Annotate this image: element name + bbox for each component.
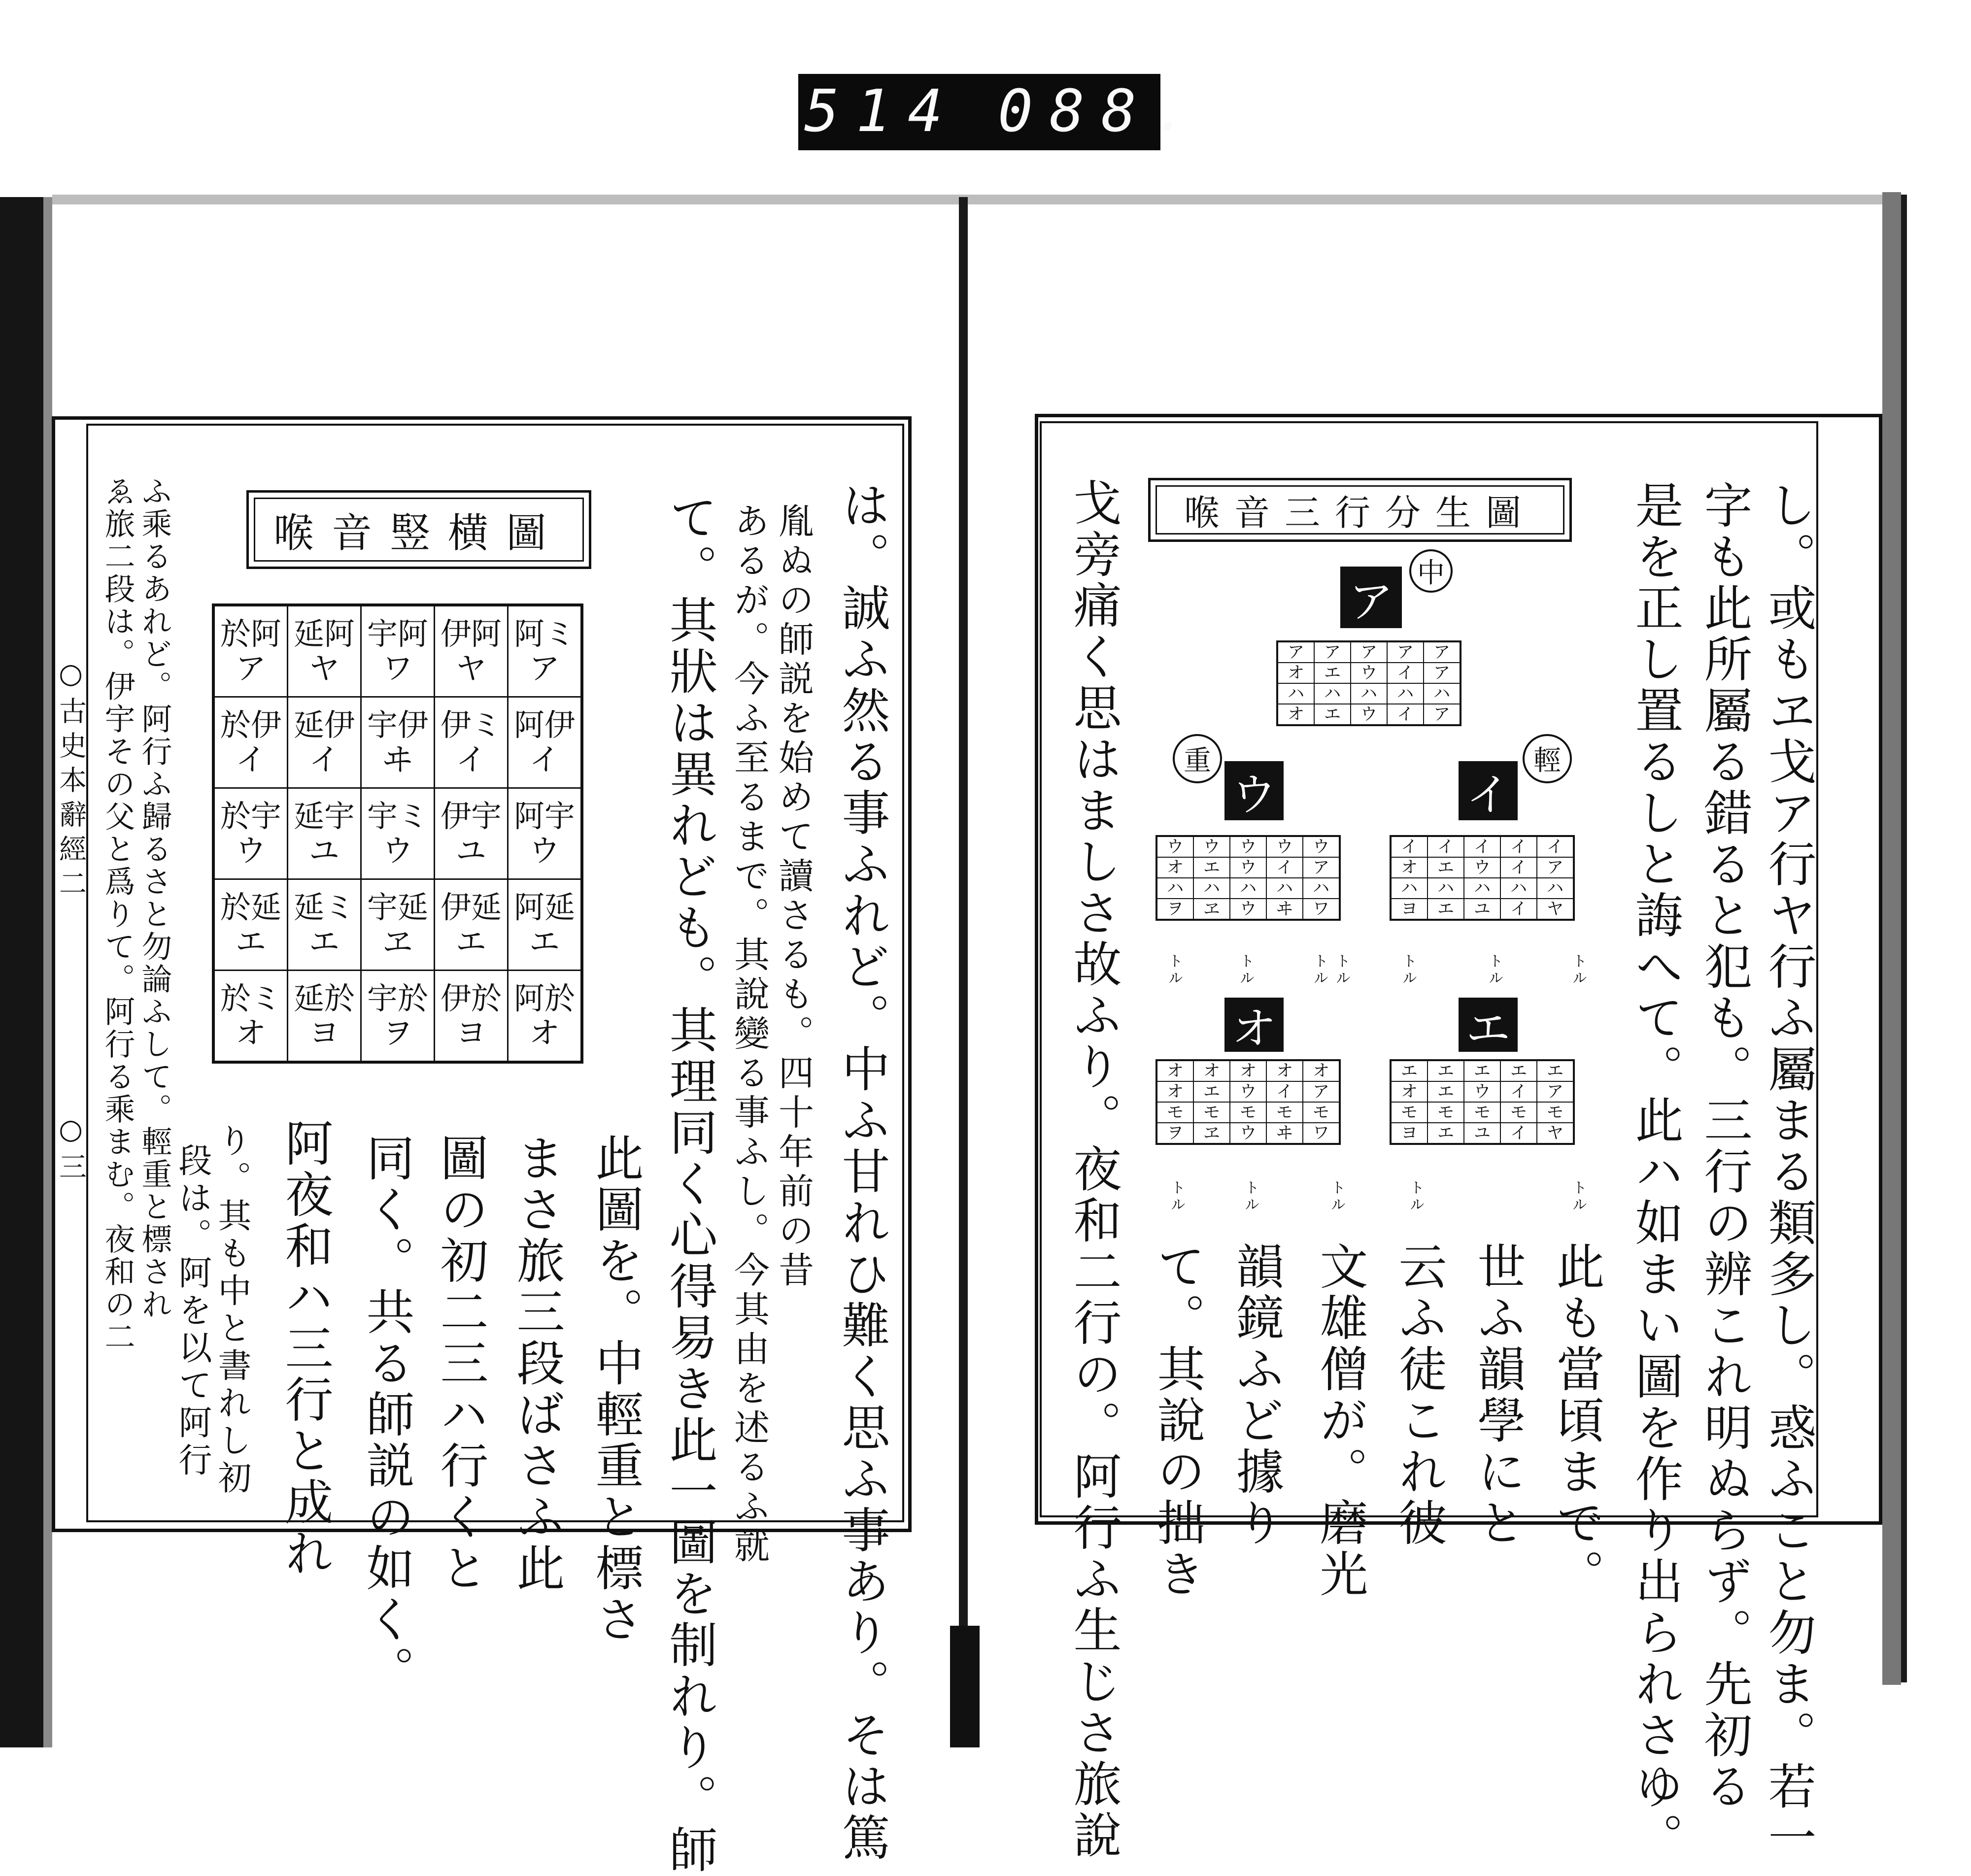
grid-cell: 阿於オ (508, 971, 582, 1063)
kana-table-o (1155, 1059, 1341, 1145)
table-title: 喉音竪横圖 (254, 498, 584, 562)
kana-cell: ヱ (1193, 899, 1230, 920)
left-lower-col-3: 圖の初二三ハ行くと (432, 1133, 488, 1594)
right-text-col-3: 是を正し置るしと誨へて。此ハ如まい圖を作り出られさゆ。 (1627, 480, 1683, 1864)
grid-cell: 延ミエ (288, 879, 361, 971)
grid-cell: 於宇ウ (213, 788, 288, 879)
kana-cell: ウ (1464, 1081, 1500, 1102)
left-outer-col-2: ゑ旅二段は。伊宇その父と爲りて。阿行る乘まむ。夜和の二 (100, 475, 136, 1353)
kana-cell: エ (1314, 704, 1351, 725)
kana-cell: ヨ (1391, 1123, 1427, 1144)
grid-cell: 延於ヨ (288, 971, 361, 1063)
table-title-box (246, 490, 591, 569)
kana-cell: エ (1314, 663, 1351, 683)
tor-mark: トル (1165, 953, 1183, 987)
left-lower-col-5: 阿夜和ハ三行と成れ (277, 1118, 333, 1579)
kana-cell: ヰ (1266, 899, 1303, 920)
label-heavy-circle: 重 (1173, 734, 1222, 783)
kana-cell: エ (1427, 1060, 1464, 1081)
tor-mark: トル (1237, 953, 1254, 987)
book-spine-right (1901, 195, 1907, 1682)
kana-cell: ハ (1303, 878, 1340, 899)
grid-cell: 宇延ヱ (361, 879, 435, 971)
vowel-grid-table (212, 603, 583, 1064)
tor-mark: トル (1168, 1180, 1185, 1213)
kana-cell: イ (1387, 704, 1424, 725)
kana-cell: イ (1500, 836, 1537, 857)
grid-cell: 伊阿ヤ (435, 605, 508, 697)
right-lower-col-5: 韻鏡ふど據り (1228, 1241, 1284, 1549)
kana-cell: ウ (1193, 836, 1230, 857)
tor-mark: トル (1407, 1180, 1424, 1213)
chart-title: 喉音三行分生圖 (1155, 485, 1564, 535)
kana-cell: イ (1500, 857, 1537, 878)
head-badge-a: ア (1340, 567, 1402, 628)
grid-cell: 宇伊ヰ (361, 697, 435, 788)
kana-cell: ウ (1230, 1081, 1266, 1102)
kana-cell: ウ (1266, 836, 1303, 857)
grid-cell: 阿宇ウ (508, 788, 582, 879)
kana-cell: ハ (1427, 878, 1464, 899)
kana-cell: ハ (1277, 683, 1314, 704)
left-lower-col-1: 此圖を。中輕重と標さ (587, 1133, 644, 1645)
tor-mark: トル (1311, 953, 1328, 987)
kana-cell: ハ (1387, 683, 1424, 704)
head-badge-u: ウ (1224, 761, 1284, 820)
kana-table-heavy (1155, 835, 1341, 921)
kana-cell: ハ (1424, 683, 1461, 704)
kana-cell: モ (1266, 1102, 1303, 1123)
kana-cell: ハ (1230, 878, 1266, 899)
grid-cell: 伊於ヨ (435, 971, 508, 1063)
kana-cell: ヲ (1156, 899, 1193, 920)
grid-cell: 於阿ア (213, 605, 288, 697)
kana-cell: イ (1500, 899, 1537, 920)
kana-cell: ハ (1351, 683, 1387, 704)
left-lower-col-6: り。其も中と書れし初 (212, 1123, 251, 1498)
book-spine-left (0, 197, 43, 1747)
kana-cell: エ (1464, 1060, 1500, 1081)
right-lower-col-6: て。其說の拙き (1149, 1241, 1205, 1600)
right-text-col-left: 戈旁痛く思はましさ故ふり。夜和二行の。阿行ふ生じさ旅說 (1065, 478, 1121, 1861)
kana-cell: ウ (1230, 857, 1266, 878)
kana-cell: ウ (1230, 836, 1266, 857)
kana-cell: オ (1277, 663, 1314, 683)
kana-cell: ワ (1303, 899, 1340, 920)
kana-cell: モ (1500, 1102, 1537, 1123)
gutter-binding-tab (950, 1626, 980, 1747)
running-head: ○古史本辭經二 (55, 658, 87, 904)
kana-cell: モ (1193, 1102, 1230, 1123)
head-badge-e: エ (1459, 998, 1518, 1052)
head-badge-o: オ (1224, 998, 1284, 1052)
tor-mark: トル (1569, 953, 1587, 987)
kana-cell: オ (1230, 1060, 1266, 1081)
kana-cell: モ (1303, 1102, 1340, 1123)
right-lower-col-3: 云ふ徒これ彼 (1391, 1241, 1447, 1549)
label-center-circle: 中 (1409, 549, 1453, 593)
right-text-col-1: し。或もヱ戈ア行ヤ行ふ屬まる類多し。惑ふこと勿ま。若一 (1760, 480, 1816, 1864)
kana-cell: ハ (1500, 878, 1537, 899)
kana-cell: ヰ (1266, 1123, 1303, 1144)
grid-cell: 宇阿ワ (361, 605, 435, 697)
grid-cell: 阿延エ (508, 879, 582, 971)
grid-cell: 於伊イ (213, 697, 288, 788)
kana-table-light (1390, 835, 1575, 921)
kana-cell: ウ (1464, 857, 1500, 878)
kana-cell: エ (1427, 899, 1464, 920)
kana-cell: ア (1537, 1081, 1574, 1102)
kana-cell: ア (1351, 641, 1387, 663)
kana-cell: ユ (1464, 1123, 1500, 1144)
kana-cell: イ (1500, 1123, 1537, 1144)
kana-cell: ア (1424, 641, 1461, 663)
kana-cell: エ (1193, 857, 1230, 878)
book-gutter (959, 197, 968, 1670)
kana-cell: ウ (1156, 836, 1193, 857)
kana-cell: モ (1464, 1102, 1500, 1123)
kana-cell: エ (1537, 1060, 1574, 1081)
head-badge-i: イ (1459, 761, 1518, 820)
kana-cell: ハ (1464, 878, 1500, 899)
kana-cell: ハ (1537, 878, 1574, 899)
kana-cell: ア (1387, 641, 1424, 663)
kana-cell: ハ (1156, 878, 1193, 899)
grid-cell: 宇於ヲ (361, 971, 435, 1063)
kana-cell: ウ (1303, 836, 1340, 857)
kana-cell: モ (1230, 1102, 1266, 1123)
kana-cell: オ (1156, 1081, 1193, 1102)
kana-cell: イ (1266, 857, 1303, 878)
grid-cell: 延宇ユ (288, 788, 361, 879)
kana-cell: ウ (1351, 704, 1387, 725)
kana-cell: ヲ (1156, 1123, 1193, 1144)
label-light-circle: 輕 (1523, 734, 1572, 783)
grid-cell: 伊延エ (435, 879, 508, 971)
kana-cell: イ (1464, 836, 1500, 857)
kana-cell: ハ (1266, 878, 1303, 899)
grid-cell: 伊宇ユ (435, 788, 508, 879)
kana-cell: エ (1427, 1123, 1464, 1144)
tor-mark: トル (1399, 953, 1417, 987)
kana-cell: ヱ (1193, 1123, 1230, 1144)
tor-mark: トル (1328, 1180, 1345, 1213)
kana-cell: オ (1156, 857, 1193, 878)
tor-mark: トル (1486, 953, 1503, 987)
kana-cell: ア (1277, 641, 1314, 663)
left-text-col-4: て。其狀は異れども。其理同く心得易き此一圖を制れり。師 (661, 493, 717, 1876)
grid-cell: 於延エ (213, 879, 288, 971)
left-margin-rule (86, 424, 88, 1522)
grid-cell: 宇ミウ (361, 788, 435, 879)
kana-cell: イ (1537, 836, 1574, 857)
frame-counter-label (798, 74, 1205, 150)
kana-cell: ア (1314, 641, 1351, 663)
kana-cell: ハ (1193, 878, 1230, 899)
right-lower-col-4: 文雄僧が。磨光 (1312, 1241, 1368, 1600)
page-stack-right (1882, 192, 1901, 1685)
left-text-col-2: 胤ぬの師説を始めて讀さるも。四十年前の昔 (773, 502, 814, 1291)
kana-cell: ヤ (1537, 899, 1574, 920)
kana-cell: オ (1277, 704, 1314, 725)
kana-cell: ヤ (1537, 1123, 1574, 1144)
grid-cell: 阿ミア (508, 605, 582, 697)
kana-cell: ワ (1303, 1123, 1340, 1144)
kana-cell: イ (1500, 1081, 1537, 1102)
kana-cell: モ (1156, 1102, 1193, 1123)
kana-cell: オ (1391, 1081, 1427, 1102)
kana-cell: エ (1391, 1060, 1427, 1081)
grid-cell: 阿伊イ (508, 697, 582, 788)
kana-cell: エ (1500, 1060, 1537, 1081)
kana-cell: イ (1266, 1081, 1303, 1102)
page-stack-left (43, 197, 52, 1747)
kana-cell: ア (1303, 857, 1340, 878)
kana-cell: オ (1156, 1060, 1193, 1081)
kana-cell: イ (1391, 836, 1427, 857)
kana-cell: オ (1303, 1060, 1340, 1081)
kana-cell: モ (1427, 1102, 1464, 1123)
grid-cell: 延伊イ (288, 697, 361, 788)
right-lower-col-1: 此も當頃まで。 (1548, 1241, 1604, 1600)
kana-cell: ア (1424, 663, 1461, 683)
kana-cell: ハ (1314, 683, 1351, 704)
kana-table-e (1390, 1059, 1575, 1145)
grid-cell: 伊ミイ (435, 697, 508, 788)
kana-cell: ア (1537, 857, 1574, 878)
kana-cell: エ (1427, 1081, 1464, 1102)
counter-left: 514 (804, 77, 960, 145)
tor-mark: トル (1333, 953, 1350, 987)
left-lower-col-4: 同く。共る師説の如く。 (358, 1133, 414, 1697)
kana-cell: オ (1193, 1060, 1230, 1081)
left-text-col-1: は。誠ふ然る事ふれど。中ふ甘れひ難く思ふ事あり。そは篤 (834, 480, 890, 1864)
left-lower-col-7: 段は。阿を以て阿行 (173, 1143, 212, 1480)
grid-cell: 延阿ヤ (288, 605, 361, 697)
kana-cell: ハ (1391, 878, 1427, 899)
kana-cell: オ (1266, 1060, 1303, 1081)
kana-cell: エ (1427, 857, 1464, 878)
kana-cell: モ (1537, 1102, 1574, 1123)
left-text-col-3: あるが。今ふ至るまで。其說變る事ふし。今其由を述るふ就 (728, 502, 770, 1567)
page-number: ○三 (55, 1113, 87, 1187)
kana-cell: ア (1424, 704, 1461, 725)
kana-cell: ア (1303, 1081, 1340, 1102)
kana-cell: イ (1427, 836, 1464, 857)
tor-mark: トル (1569, 1180, 1587, 1213)
counter-right: 088. (998, 77, 1205, 145)
kana-cell: イ (1387, 663, 1424, 683)
grid-cell: 於ミオ (213, 971, 288, 1063)
tor-mark: トル (1242, 1180, 1259, 1213)
kana-table-center (1276, 640, 1461, 726)
right-text-col-2: 字も此所屬る錯ると犯も。三行の辨これ明ぬらず。先初る (1696, 480, 1752, 1812)
kana-cell: モ (1391, 1102, 1427, 1123)
kana-cell: ウ (1230, 899, 1266, 920)
chart-title-box (1148, 478, 1572, 542)
kana-cell: オ (1391, 857, 1427, 878)
left-lower-col-2: まさ旅三段ばさふ此 (509, 1133, 565, 1594)
left-outer-col-1: ふ乘るあれど。阿行ふ歸るさと勿論ふして。輕重と標され (136, 475, 172, 1321)
kana-cell: ヨ (1391, 899, 1427, 920)
right-lower-col-2: 世ふ韻學にと (1469, 1241, 1526, 1549)
kana-cell: ユ (1464, 899, 1500, 920)
kana-cell: ウ (1351, 663, 1387, 683)
kana-cell: エ (1193, 1081, 1230, 1102)
kana-cell: ウ (1230, 1123, 1266, 1144)
